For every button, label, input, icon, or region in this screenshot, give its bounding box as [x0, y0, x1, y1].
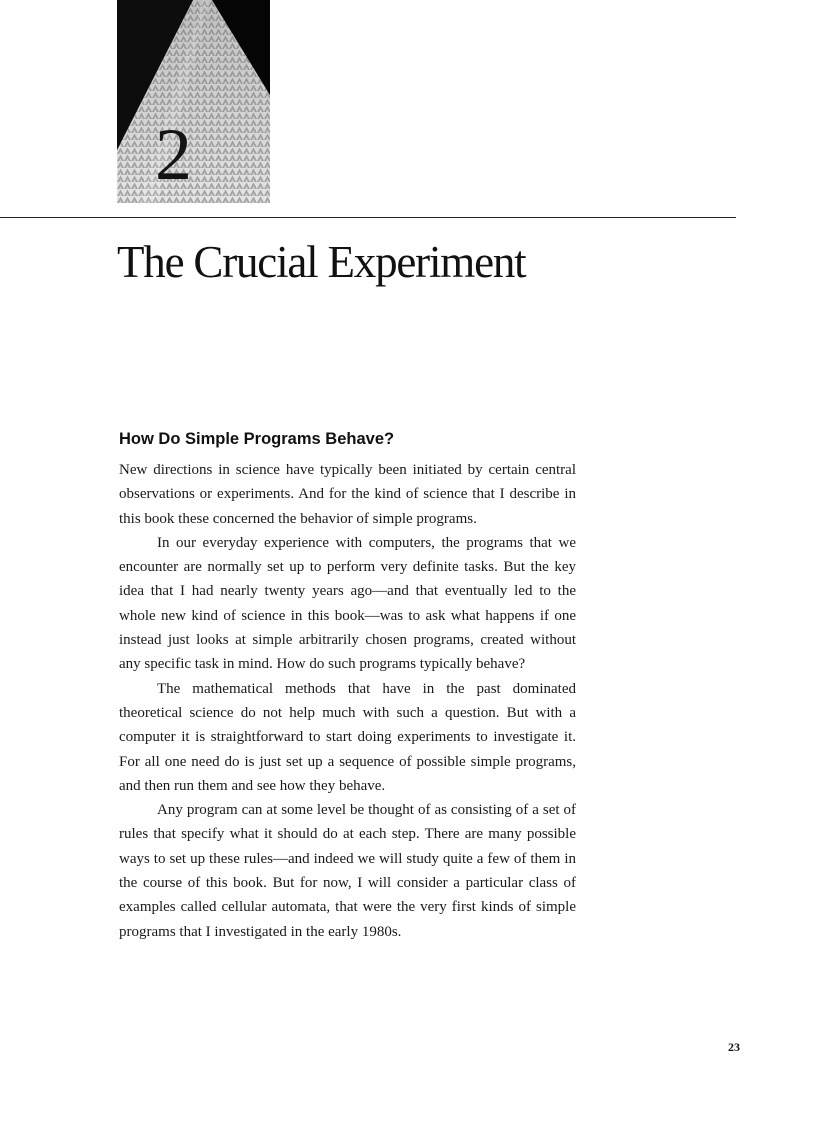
body-text	[119, 458, 576, 944]
chapter-divider-rule	[0, 217, 736, 218]
page-number: 23	[728, 1040, 740, 1054]
section-heading: How Do Simple Programs Behave?	[119, 430, 395, 448]
chapter-title: The Crucial Experiment	[117, 237, 526, 287]
paragraph: In our everyday experience with computers, the programs that we encounter are normally set up to perform very definite tasks. But the key idea that I had nearly twenty years ago—and that eventually led to the whole new kind of science in this book—was to ask what happens if one instead just looks at simple arbitrarily chosen programs, created without any specific task in mind. How do such programs typically behave?	[119, 534, 576, 673]
paragraph: The mathematical methods that have in the past dominated theoretical science do not help much with such a question. But with a computer it is straightforward to start doing experiments to investigate it. For all one need do is just set up a sequence of possible simple programs, and then run them and see how they behave.	[119, 680, 576, 794]
paragraph: New directions in science have typically been initiated by certain central observations or experiments. And for the kind of science that I describe in this book these concerned the behavior of simple programs.	[119, 462, 576, 527]
cellular-automaton-pattern-image	[117, 0, 270, 203]
paragraph: Any program can at some level be thought of as consisting of a set of rules that specify what it should do at each step. There are many possible ways to set up these rules—and indeed we will study quite a few of them in the course of this book. But for now, I will consider a particular class of examples called cellular automata, that were the very first kinds of simple programs that I investigated in the early 1980s.	[119, 802, 576, 940]
chapter-number: 2	[155, 114, 192, 196]
chapter-opener-graphic	[117, 0, 270, 203]
